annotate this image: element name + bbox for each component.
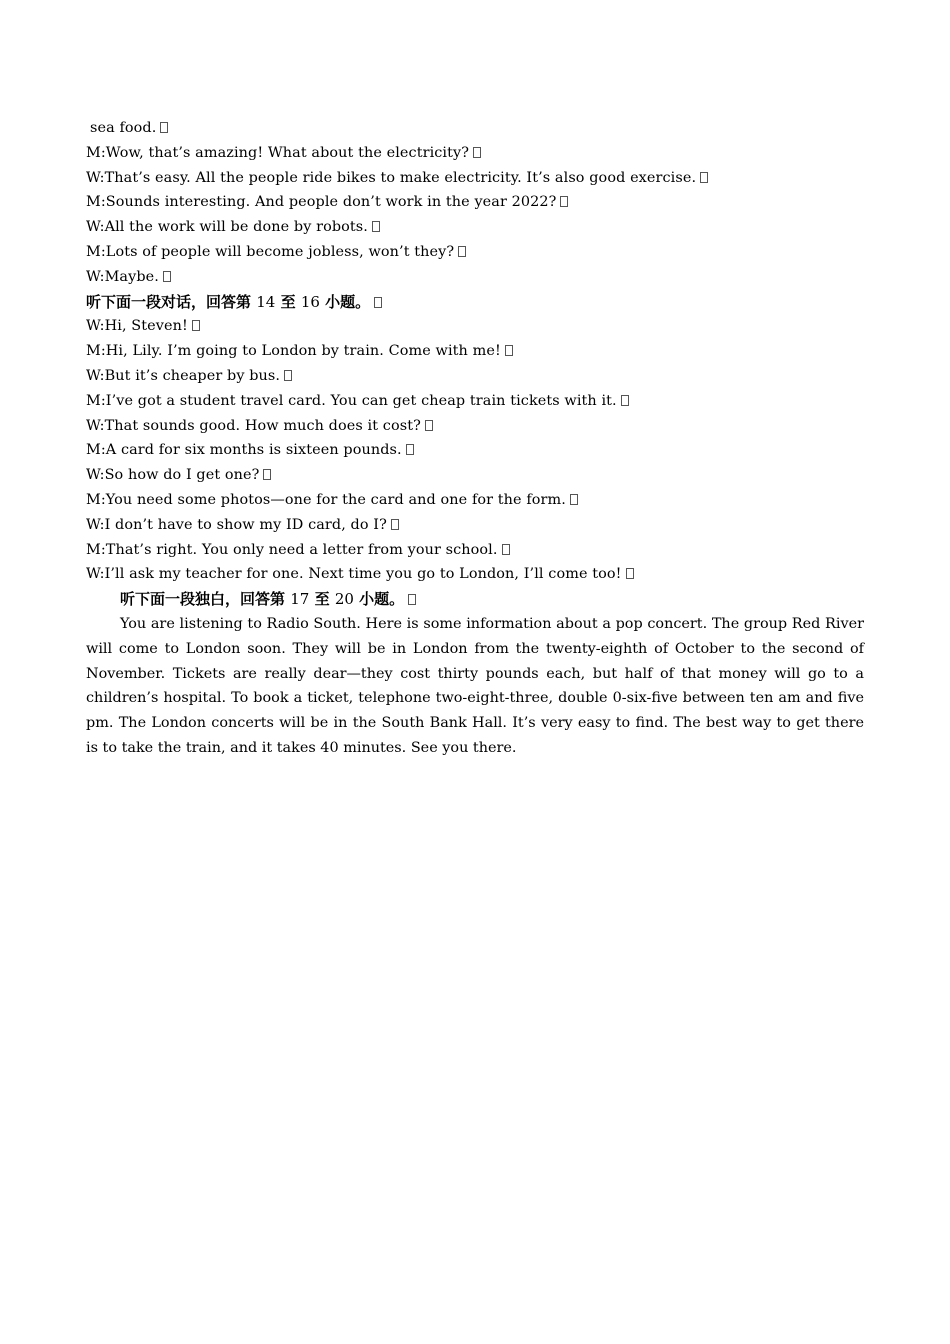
line-text: M:That’s right. You only need a letter from your school.	[86, 541, 498, 558]
heading-text: 听下面一段对话，回答第	[86, 292, 252, 311]
line-text: M:You need some photos—one for the card and one for the form.	[86, 491, 566, 508]
paragraph-mark-icon	[408, 594, 416, 605]
line-text: M:Lots of people will become jobless, won’t they?	[86, 243, 455, 260]
paragraph-mark-icon	[374, 297, 382, 308]
line-text: W:So how do I get one?	[86, 467, 260, 484]
paragraph-mark-icon	[263, 469, 271, 480]
script-line	[86, 414, 864, 439]
script-line	[86, 538, 864, 563]
line-text: M:I’ve got a student travel card. You can get cheap train tickets with it.	[86, 392, 617, 409]
paragraph-mark-icon	[284, 370, 292, 381]
line-text: M:Sounds interesting. And people don’t work in the year 2022?	[86, 194, 557, 211]
paragraph-mark-icon	[406, 444, 414, 455]
script-line	[86, 513, 864, 538]
line-text: W:But it’s cheaper by bus.	[86, 367, 281, 384]
paragraph-mark-icon	[621, 395, 629, 406]
script-line	[86, 116, 864, 141]
script-line	[86, 562, 864, 587]
heading-text: 至	[280, 292, 296, 311]
paragraph-mark-icon	[192, 320, 200, 331]
paragraph-mark-icon	[700, 172, 708, 183]
script-line	[86, 190, 864, 215]
line-text: M:Wow, that’s amazing! What about the electricity?	[86, 144, 470, 161]
listening-script	[86, 116, 864, 761]
paragraph-mark-icon	[560, 196, 568, 207]
script-line	[86, 463, 864, 488]
paragraph-mark-icon	[505, 345, 513, 356]
line-text: W:All the work will be done by robots.	[86, 219, 368, 236]
line-text: W:I don’t have to show my ID card, do I?	[86, 516, 387, 533]
paragraph-mark-icon	[626, 568, 634, 579]
script-line	[86, 389, 864, 414]
script-line	[86, 166, 864, 191]
line-text: M:Hi, Lily. I’m going to London by train. Come with me!	[86, 343, 501, 360]
section-heading-monologue	[86, 587, 864, 612]
paragraph-mark-icon	[570, 494, 578, 505]
line-text: W:Maybe.	[86, 268, 159, 285]
heading-text: 小题。	[359, 590, 405, 609]
heading-text: 听下面一段独白，回答第	[120, 590, 286, 609]
script-line	[86, 141, 864, 166]
script-line	[86, 240, 864, 265]
script-line	[86, 488, 864, 513]
paragraph-mark-icon	[458, 246, 466, 257]
paragraph-mark-icon	[391, 519, 399, 530]
line-text: W:That sounds good. How much does it cost?	[86, 417, 421, 434]
script-line	[86, 438, 864, 463]
monologue-paragraph: You are listening to Radio South. Here is some information about a pop concert. The group Red River will come to London soon. They will be in London from the twenty-eighth of October to the second of November. Tickets are really dear—they cost thirty pounds each, but half of that money will go to a children’s hospital. To book a ticket, telephone two-eight-three, double 0-six-five between ten am and five pm. The London concerts will be in the South Bank Hall. It’s very easy to find. The best way to get there is to take the train, and it takes 40 minutes. See you there.	[86, 615, 864, 756]
line-text: W:I’ll ask my teacher for one. Next time you go to London, I’ll come too!	[86, 566, 622, 583]
line-text: W:That’s easy. All the people ride bikes to make electricity. It’s also good exercise.	[86, 169, 697, 186]
paragraph-mark-icon	[473, 147, 481, 158]
question-number: 16	[300, 292, 320, 311]
script-line	[86, 215, 864, 240]
paragraph-mark-icon	[163, 271, 171, 282]
question-number: 14	[256, 292, 276, 311]
paragraph-mark-icon	[160, 122, 168, 133]
question-number: 20	[334, 590, 354, 609]
line-text: M:A card for six months is sixteen pounds.	[86, 442, 402, 459]
paragraph-mark-icon	[372, 221, 380, 232]
line-text: sea food.	[90, 120, 157, 136]
script-line	[86, 314, 864, 339]
heading-text: 至	[314, 590, 330, 609]
script-line	[86, 265, 864, 290]
paragraph-mark-icon	[502, 544, 510, 555]
paragraph-mark-icon	[425, 420, 433, 431]
script-line	[86, 339, 864, 364]
line-text: W:Hi, Steven!	[86, 318, 188, 335]
heading-text: 小题。	[325, 292, 371, 311]
script-line	[86, 364, 864, 389]
section-heading-dialogue	[86, 290, 864, 315]
question-number: 17	[290, 590, 310, 609]
